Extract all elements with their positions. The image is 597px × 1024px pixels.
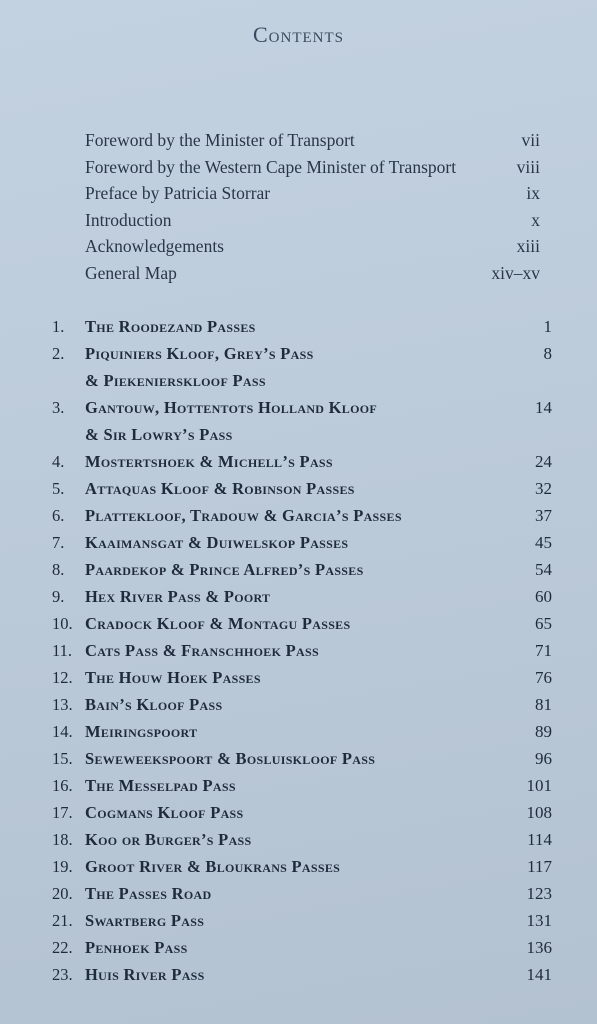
chapter-title (85, 556, 490, 583)
chapter-title (85, 664, 490, 691)
chapter-title-line: The Roodezand Passes (85, 317, 256, 336)
chapter-title-line: The Houw Hoek Passes (85, 668, 261, 687)
chapter-entry (52, 907, 552, 934)
chapter-number: 4. (52, 452, 65, 471)
chapter-title (85, 772, 490, 799)
chapter-title-line: Kaaimansgat & Duiwelskop Passes (85, 533, 349, 552)
chapter-page: 123 (526, 884, 552, 903)
chapter-number: 8. (52, 560, 65, 579)
chapter-title (85, 718, 490, 745)
chapter-entry (52, 502, 552, 529)
chapter-title-line: Mostertshoek & Michell’s Pass (85, 452, 333, 471)
chapter-page: 14 (535, 398, 552, 417)
chapter-title-line: Seweweekspoort & Bosluiskloof Pass (85, 749, 376, 768)
chapter-title-line: Groot River & Bloukrans Passes (85, 857, 341, 876)
chapter-entry (52, 448, 552, 475)
front-matter-title: Foreword by the Minister of Transport (85, 130, 355, 150)
chapter-page: 65 (535, 614, 552, 633)
chapter-number: 1. (52, 317, 65, 336)
page-title: Contents (252, 22, 344, 47)
chapter-list (52, 313, 552, 988)
chapter-page: 96 (535, 749, 552, 768)
front-matter-title: Foreword by the Western Cape Minister of Transport (85, 156, 457, 177)
chapter-page: 45 (535, 533, 552, 552)
front-matter-page: vii (521, 130, 540, 150)
chapter-number: 10. (52, 614, 73, 633)
chapter-entry (52, 394, 552, 448)
chapter-title-line: Penhoek Pass (85, 938, 188, 957)
chapter-title-line: Plattekloof, Tradouw & Garcia’s Passes (85, 506, 402, 525)
chapter-number: 11. (52, 641, 73, 660)
chapter-title-line: Paardekop & Prince Alfred’s Passes (85, 560, 364, 579)
chapter-title-line: Piquiniers Kloof, Grey’s Pass (85, 344, 314, 363)
chapter-entry (52, 961, 552, 988)
chapter-number: 7. (52, 533, 65, 552)
chapter-page: 141 (526, 965, 552, 984)
chapter-page: 71 (535, 641, 552, 660)
front-matter-entry (85, 207, 540, 234)
front-matter-title: Acknowledgements (85, 236, 224, 256)
chapter-entry (52, 691, 552, 718)
chapter-title (85, 394, 490, 448)
chapter-page: 117 (527, 857, 552, 876)
chapter-title-line: The Messelpad Pass (85, 776, 236, 795)
chapter-title-line: Attaquas Kloof & Robinson Passes (85, 479, 355, 498)
chapter-title (85, 637, 490, 664)
chapter-page: 108 (526, 803, 552, 822)
chapter-page: 37 (535, 506, 552, 525)
chapter-title (85, 880, 490, 907)
chapter-title (85, 907, 490, 934)
chapter-page: 24 (535, 452, 552, 471)
chapter-page: 131 (526, 911, 552, 930)
front-matter-page: viii (516, 156, 540, 177)
chapter-number: 19. (52, 857, 73, 876)
chapter-entry (52, 934, 552, 961)
chapter-title-line: Cradock Kloof & Montagu Passes (85, 614, 351, 633)
front-matter-entry (85, 233, 540, 260)
chapter-title (85, 853, 490, 880)
chapter-entry (52, 610, 552, 637)
chapter-title (85, 529, 490, 556)
chapter-title-line: Hex River Pass & Poort (85, 587, 271, 606)
chapter-number: 23. (52, 965, 73, 984)
chapter-number: 16. (52, 776, 73, 795)
chapter-title-line: Meiringspoort (85, 722, 198, 741)
front-matter-entry (85, 260, 540, 287)
chapter-title-line: Cats Pass & Franschhoek Pass (85, 641, 319, 660)
chapter-title-line: The Passes Road (85, 884, 212, 903)
front-matter-page: x (531, 209, 540, 230)
chapter-title (85, 502, 490, 529)
chapter-page: 101 (526, 776, 552, 795)
front-matter-entry (85, 154, 540, 181)
chapter-title-line: Huis River Pass (85, 965, 205, 984)
chapter-title-line: Swartberg Pass (85, 911, 205, 930)
chapter-title (85, 934, 490, 961)
chapter-entry (52, 529, 552, 556)
chapter-entry (52, 583, 552, 610)
chapter-number: 3. (52, 398, 65, 417)
front-matter-page: xiv–xv (491, 262, 540, 283)
chapter-title (85, 340, 490, 394)
chapter-page: 32 (535, 479, 552, 498)
chapter-number: 14. (52, 722, 73, 741)
front-matter-title: Preface by Patricia Storrar (85, 183, 271, 203)
chapter-title (85, 826, 490, 853)
chapter-title-line: Bain’s Kloof Pass (85, 695, 223, 714)
chapter-title (85, 448, 490, 475)
chapter-number: 9. (52, 587, 65, 606)
chapter-title (85, 313, 490, 340)
chapter-entry (52, 313, 552, 340)
chapter-entry (52, 637, 552, 664)
chapter-title (85, 475, 490, 502)
chapter-page: 81 (535, 695, 552, 714)
front-matter-title: General Map (85, 262, 177, 283)
chapter-entry (52, 745, 552, 772)
chapter-number: 5. (52, 479, 65, 498)
chapter-number: 13. (52, 695, 73, 714)
chapter-entry (52, 556, 552, 583)
chapter-number: 12. (52, 668, 73, 687)
chapter-title-line: Cogmans Kloof Pass (85, 803, 244, 822)
chapter-title-line: Gantouw, Hottentots Holland Kloof (85, 398, 378, 417)
chapter-page: 1 (543, 317, 552, 336)
chapter-number: 22. (52, 938, 73, 957)
front-matter-list (85, 127, 540, 286)
chapter-title (85, 583, 490, 610)
chapter-title (85, 745, 490, 772)
front-matter-entry (85, 180, 540, 207)
chapter-page: 54 (535, 560, 552, 579)
chapter-page: 60 (535, 587, 552, 606)
chapter-entry (52, 340, 552, 394)
chapter-title-line: Koo or Burger’s Pass (85, 830, 252, 849)
chapter-title (85, 610, 490, 637)
chapter-number: 15. (52, 749, 73, 768)
chapter-entry (52, 826, 552, 853)
chapter-number: 17. (52, 803, 73, 822)
chapter-title (85, 799, 490, 826)
front-matter-entry (85, 127, 540, 154)
chapter-number: 6. (52, 506, 65, 525)
chapter-page: 89 (535, 722, 552, 741)
front-matter-page: ix (526, 183, 540, 203)
chapter-page: 136 (526, 938, 552, 957)
chapter-number: 20. (52, 884, 73, 903)
front-matter-page: xiii (516, 236, 540, 256)
chapter-page: 8 (543, 344, 552, 363)
chapter-entry (52, 664, 552, 691)
chapter-number: 2. (52, 344, 65, 363)
chapter-title (85, 961, 490, 988)
chapter-page: 76 (535, 668, 552, 687)
chapter-page: 114 (527, 830, 552, 849)
chapter-entry (52, 772, 552, 799)
chapter-entry (52, 799, 552, 826)
front-matter-title: Introduction (85, 209, 172, 230)
chapter-title (85, 691, 490, 718)
chapter-number: 18. (52, 830, 73, 849)
chapter-entry (52, 718, 552, 745)
chapter-title-line: & Sir Lowry’s Pass (85, 425, 233, 444)
chapter-title-line: & Piekenierskloof Pass (85, 371, 266, 390)
chapter-entry (52, 475, 552, 502)
chapter-entry (52, 853, 552, 880)
chapter-entry (52, 880, 552, 907)
chapter-number: 21. (52, 911, 73, 930)
